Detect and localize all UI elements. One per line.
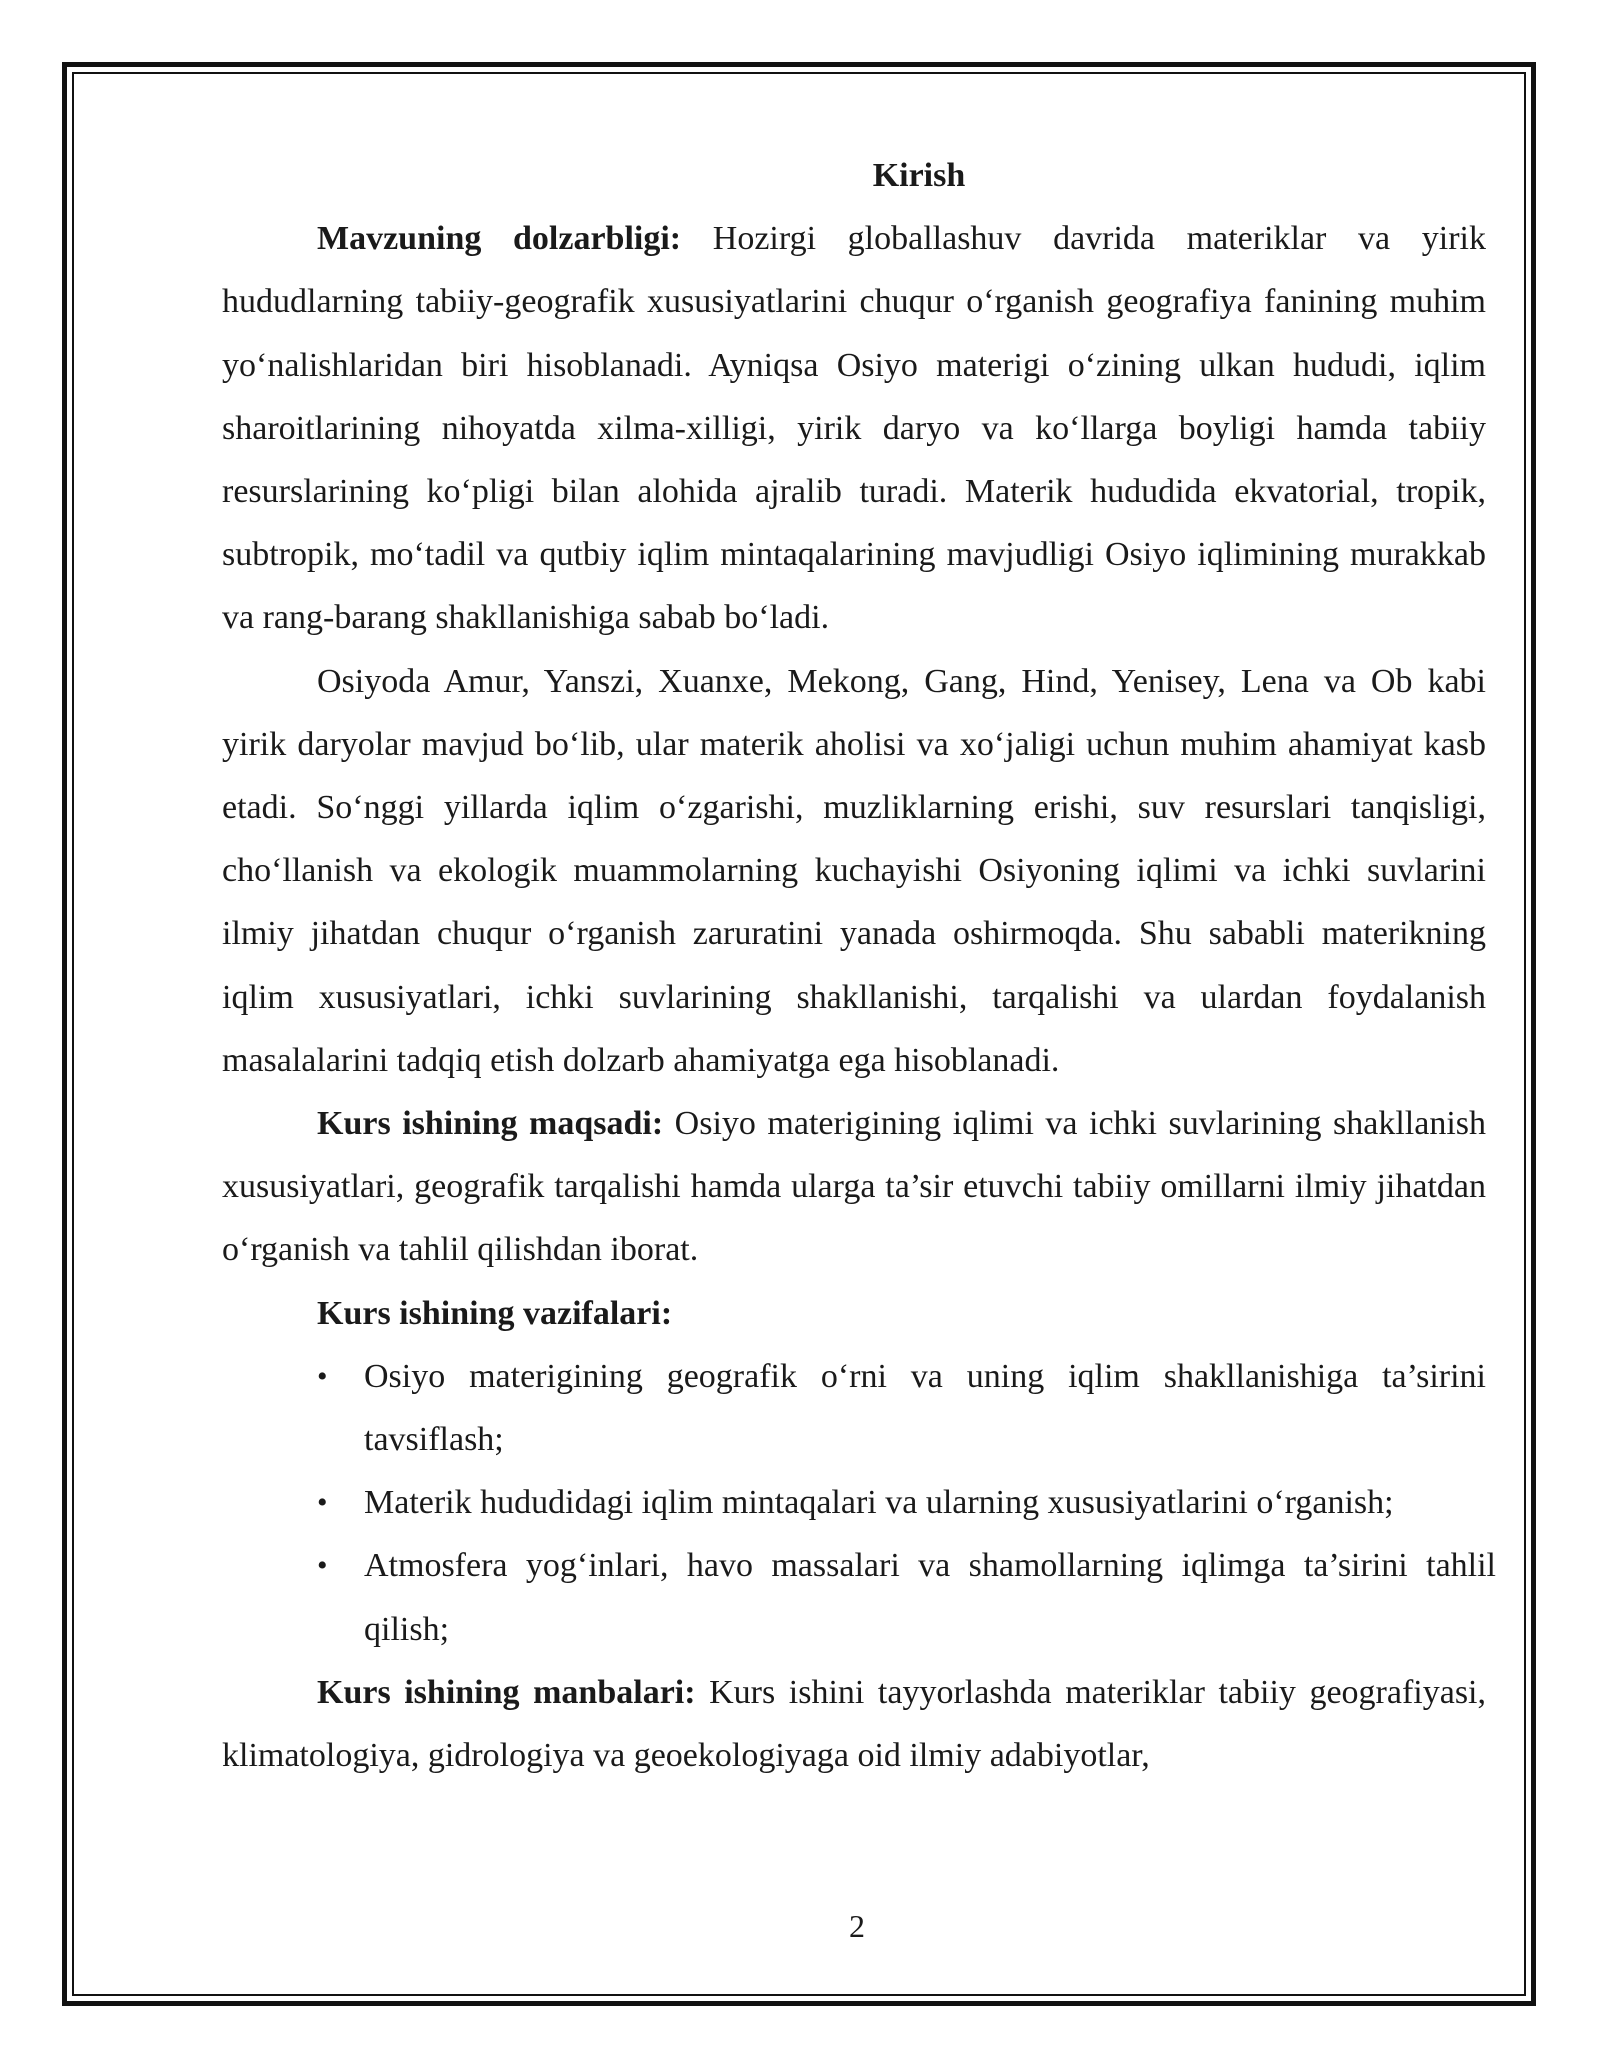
section-title: Kirish xyxy=(872,157,966,194)
relevance-paragraph xyxy=(222,207,1486,649)
bullet-icon: • xyxy=(317,1486,328,1520)
bullet-icon: • xyxy=(317,1549,328,1583)
document-body xyxy=(222,144,1496,1787)
goal-text: Osiyo materigining iqlimi va ichki suvlarining shakllanish xususiyatlari, geografik tarqalishi hamda ularga ta’sir etuvchi tabiiy omillarni ilmiy jihatdan o‘rganish va tahlil qilishdan iborat. xyxy=(222,1105,1486,1269)
relevance-heading: Mavzuning dolzarbligi: xyxy=(317,220,682,258)
relevance-text: Hozirgi globallashuv davrida materiklar va yirik hududlarning tabiiy-geografik xususiyatlarini chuqur o‘rganish geografiya fanining muhim yo‘nalishlaridan biri hisoblanadi. Ayniqsa Osiyo materigi o‘zining ulkan hududi, iqlim sharoitlarining nihoyatda xilma-xilligi, yirik daryo va ko‘llarga boyligi hamda tabiiy resurslarining ko‘pligi bilan alohida ajralib turadi. Materik hududida ekvatorial, tropik, subtropik, mo‘tadil va qutbiy iqlim mintaqalarining mavjudligi Osiyo iqlimining murakkab va rang-barang shakllanishiga sabab bo‘ladi. xyxy=(222,220,1486,637)
task-text: Atmosfera yog‘inlari, havo massalari va shamollarning iqlimga ta’sirini tahlil qilish; xyxy=(364,1547,1496,1648)
bullet-icon: • xyxy=(317,1359,328,1393)
task-text: Osiyo materigining geografik o‘rni va uning iqlim shakllanishiga ta’sirini tavsiflash; xyxy=(364,1357,1486,1459)
sources-heading: Kurs ishining manbalari: xyxy=(317,1673,696,1711)
tasks-heading: Kurs ishining vazifalari: xyxy=(317,1294,673,1332)
tasks-list xyxy=(222,1345,1496,1661)
list-item xyxy=(222,1345,1486,1471)
goal-paragraph xyxy=(222,1092,1486,1282)
sources-text: Kurs ishini tayyorlashda materiklar tabiiy geografiyasi, klimatologiya, gidrologiya va geoekologiyaga oid ilmiy adabiyotlar, xyxy=(222,1673,1486,1775)
list-item xyxy=(222,1534,1496,1660)
goal-heading: Kurs ishining maqsadi: xyxy=(317,1105,664,1143)
sources-paragraph xyxy=(222,1661,1486,1787)
list-item xyxy=(222,1471,1486,1534)
page-number: 2 xyxy=(849,1908,865,1944)
rivers-paragraph: Osiyoda Amur, Yanszi, Xuanxe, Mekong, Gang, Hind, Yenisey, Lena va Ob kabi yirik daryolar mavjud bo‘lib, ular materik aholisi va xo‘jaligi uchun muhim ahamiyat kasb etadi. So‘nggi yillarda iqlim o‘zgarishi, muzliklarning erishi, suv resurslari tanqisligi, cho‘llanish va ekologik muammolarning kuchayishi Osiyoning iqlimi va ichki suvlarini ilmiy jihatdan chuqur o‘rganish zaruratini yanada oshirmoqda. Shu sababli materikning iqlim xususiyatlari, ichki suvlarining shakllanishi, tarqalishi va ulardan foydalanish masalalarini tadqiq etish dolzarb ahamiyatga ega hisoblanadi. xyxy=(222,662,1486,1079)
task-text: Materik hududidagi iqlim mintaqalari va ularning xususiyatlarini o‘rganish; xyxy=(364,1484,1394,1522)
